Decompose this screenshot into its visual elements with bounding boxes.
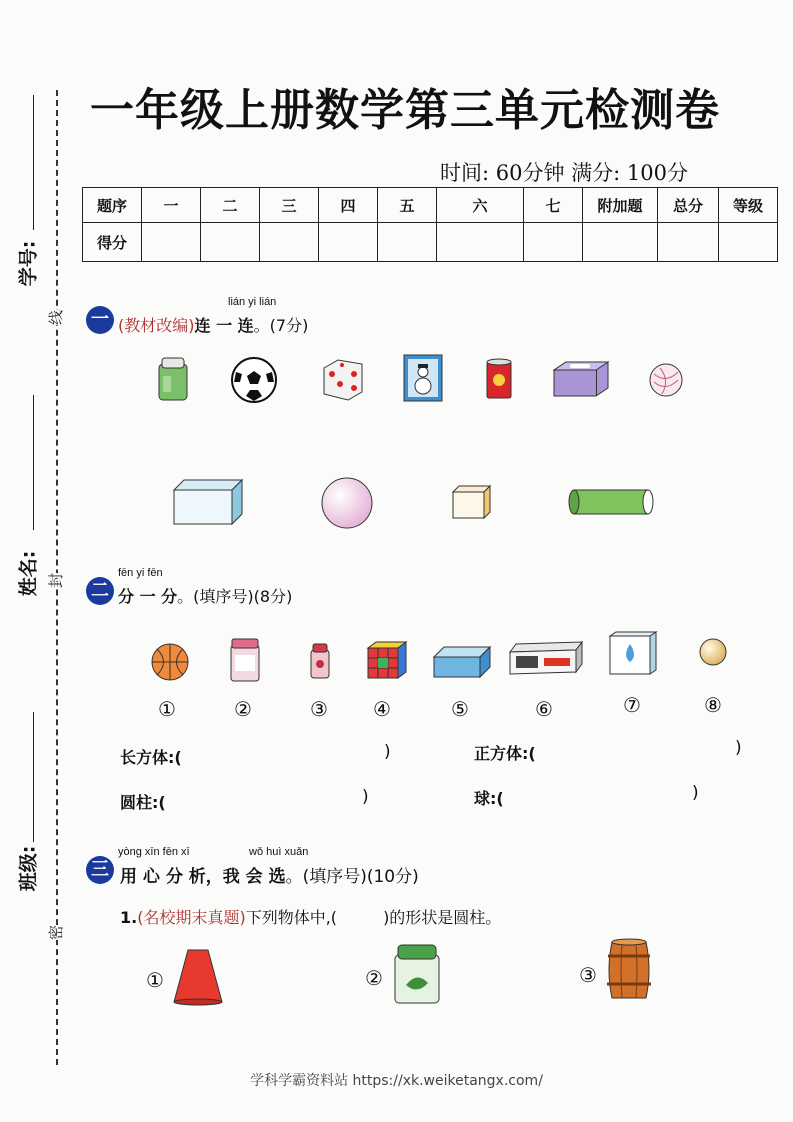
name-label: 姓名: (17, 550, 40, 597)
item-number-3: ③ (310, 697, 328, 721)
question-1-text-b: )的形状是圆柱。 (383, 908, 502, 927)
item-number-6: ⑥ (535, 697, 553, 721)
header-cell: 二 (201, 188, 260, 223)
small-bottle-icon (308, 642, 332, 680)
barrel-icon (604, 938, 654, 1002)
sphere-answer-blank[interactable] (520, 783, 686, 807)
section3-heading (120, 862, 419, 887)
item-number-8: ⑧ (704, 693, 722, 717)
jar-icon (228, 637, 262, 683)
score-cell[interactable] (437, 223, 524, 262)
cuboid-close-paren: ) (384, 742, 391, 762)
item-number-7: ⑦ (623, 693, 641, 717)
question-1-number: 1. (120, 908, 138, 927)
cube-answer-blank[interactable] (560, 738, 730, 762)
sphere-label: 球:( (474, 789, 504, 808)
section1-points: 。(7分) (253, 316, 309, 335)
score-cell[interactable] (658, 223, 719, 262)
header-cell: 五 (378, 188, 437, 223)
header-cell: 附加题 (583, 188, 658, 223)
basketball-icon (150, 642, 190, 682)
cuboid-label: 长方体:( (120, 748, 182, 767)
cube-close-paren: ) (735, 738, 742, 758)
cylinder-icon (566, 487, 656, 517)
question-1-source: (名校期末真题) (137, 908, 246, 927)
section3-badge: 三 (86, 856, 114, 884)
cube-icon (450, 484, 492, 520)
score-cell[interactable] (142, 223, 201, 262)
item-number-5: ⑤ (451, 697, 469, 721)
section1-source: (教材改编) (118, 316, 195, 335)
soccer-ball-icon (230, 356, 278, 404)
section2-points: 。(填序号)(8分) (177, 587, 293, 606)
item-number-4: ④ (373, 697, 391, 721)
score-cell[interactable] (378, 223, 437, 262)
score-cell[interactable] (201, 223, 260, 262)
header-cell: 七 (524, 188, 583, 223)
score-table-header (83, 188, 778, 223)
header-cell: 题序 (83, 188, 142, 223)
cut-seal-char: 封 (43, 573, 68, 588)
header-cell: 六 (437, 188, 524, 223)
section3-pinyin-1: yòng xīn fēn xī (118, 846, 190, 858)
option-number-3: ③ (579, 963, 597, 987)
question-1-text-a: 下列物体中,( (245, 908, 338, 927)
section2-heading (118, 584, 292, 607)
header-cell: 等级 (719, 188, 778, 223)
student-id-label: 学号: (17, 240, 40, 287)
score-table (82, 187, 778, 262)
picture-frame-icon (403, 354, 443, 402)
cuboid-icon (170, 478, 244, 526)
item-number-1: ① (158, 697, 176, 721)
section1-badge: 一 (86, 306, 114, 334)
class-line (33, 712, 34, 842)
tissue-box-icon (552, 360, 610, 398)
cut-secret-char: 密 (43, 925, 68, 940)
section3-pinyin-2: wǒ huì xuǎn (249, 846, 309, 858)
sphere-icon (320, 476, 374, 530)
section2-badge: 二 (86, 577, 114, 605)
section2-pinyin: fēn yi fēn (118, 567, 163, 579)
name-line (33, 395, 34, 530)
section1-pinyin: lián yi lián (228, 296, 277, 308)
question-1 (120, 905, 501, 928)
tin-can-icon (484, 358, 514, 402)
cylinder-answer-blank[interactable] (186, 787, 356, 811)
student-id-line (33, 95, 34, 230)
score-cell[interactable] (319, 223, 378, 262)
score-cell[interactable] (260, 223, 319, 262)
header-cell: 四 (319, 188, 378, 223)
section3-title: 用 心 分 析，我 会 选 (120, 867, 286, 887)
pearl-ball-icon (698, 637, 728, 667)
square-box-icon (608, 630, 658, 676)
dice-icon (320, 356, 366, 402)
class-label: 班级: (17, 845, 40, 892)
section3-points: 。(填序号)(10分) (285, 867, 419, 887)
header-cell: 三 (260, 188, 319, 223)
score-cell[interactable] (719, 223, 778, 262)
flat-box-icon (432, 645, 492, 679)
rubiks-cube-icon (366, 640, 408, 680)
section2-title: 分 一 分 (118, 587, 178, 606)
cuboid-answer-blank[interactable] (204, 742, 380, 766)
header-cell: 一 (142, 188, 201, 223)
footer-watermark: 学科学霸资料站 https://xk.weiketangx.com/ (250, 1073, 543, 1089)
cylinder-close-paren: ) (362, 787, 369, 807)
sphere-close-paren: ) (692, 783, 699, 803)
cylinder-label: 圆柱:( (120, 793, 166, 812)
option-number-1: ① (146, 968, 164, 992)
tea-jar-icon (392, 943, 442, 1005)
score-table-row (83, 223, 778, 262)
cut-line-char: 线 (43, 310, 68, 325)
score-cell[interactable] (583, 223, 658, 262)
score-cell[interactable] (524, 223, 583, 262)
toothpaste-box-icon (508, 640, 584, 676)
yarn-ball-icon (648, 362, 684, 398)
cup-icon (172, 948, 224, 1006)
section1-title: 连 一 连 (194, 316, 254, 335)
section1-heading (118, 313, 308, 336)
time-info: 时间: 60分钟 满分: 100分 (440, 161, 688, 185)
row-label: 得分 (83, 223, 142, 262)
option-number-2: ② (365, 966, 383, 990)
page-title: 一年级上册数学第三单元检测卷 (90, 85, 720, 136)
cube-label: 正方体:( (474, 744, 536, 763)
header-cell: 总分 (658, 188, 719, 223)
item-number-2: ② (234, 697, 252, 721)
glass-jar-icon (156, 356, 190, 402)
